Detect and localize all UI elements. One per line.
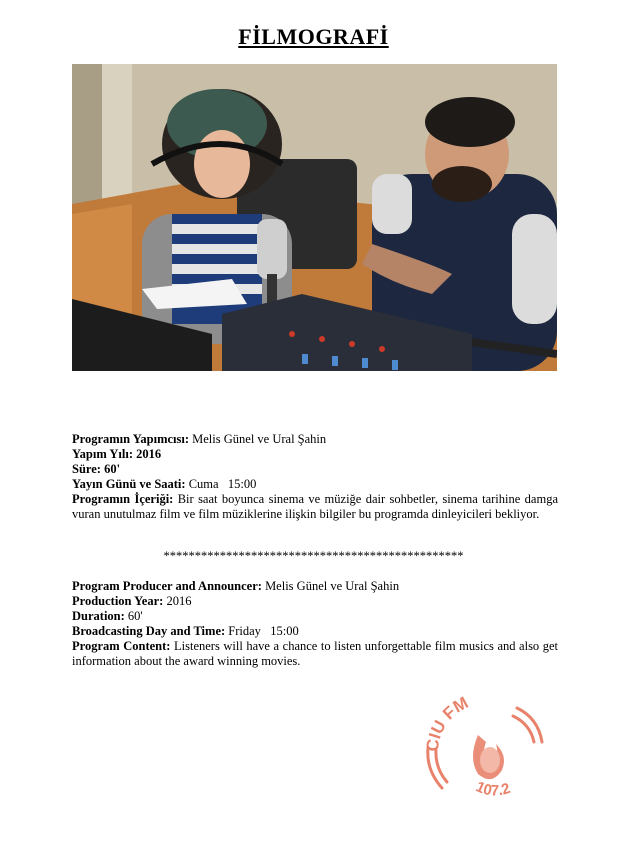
en-content-label: Program Content: bbox=[72, 639, 171, 653]
tr-producer-value: Melis Günel ve Ural Şahin bbox=[189, 432, 327, 446]
tr-content-line bbox=[72, 492, 558, 522]
en-duration-value: 60' bbox=[124, 609, 143, 623]
en-producer-label: Program Producer and Announcer: bbox=[72, 579, 262, 593]
en-year-line bbox=[72, 594, 558, 609]
turkish-program-info bbox=[72, 432, 558, 522]
tr-broadcast-value: Cuma 15:00 bbox=[185, 477, 257, 491]
en-producer-value: Melis Günel ve Ural Şahin bbox=[261, 579, 400, 593]
en-duration-line bbox=[72, 609, 558, 624]
tr-year-value: 2016 bbox=[133, 447, 162, 461]
tr-broadcast-label: Yayın Günü ve Saati: bbox=[72, 477, 186, 491]
tr-year-line bbox=[72, 447, 558, 462]
en-broadcast-label: Broadcasting Day and Time: bbox=[72, 624, 226, 638]
tr-year-label: Yapım Yılı: bbox=[72, 447, 133, 461]
tr-broadcast-line bbox=[72, 477, 558, 492]
section-separator: ************************************************ bbox=[163, 549, 464, 563]
en-broadcast-line bbox=[72, 624, 558, 639]
en-year-value: 2016 bbox=[163, 594, 192, 608]
radio-studio-photo bbox=[72, 64, 557, 371]
tr-content-value: Bir saat boyunca sinema ve müziğe dair sohbetler, sinema tarihine damga vuran unutulmaz film ve film müziklerine ilişkin bilgiler bu programda dinleyicileri bekliyor. bbox=[72, 492, 558, 521]
en-producer-line bbox=[72, 579, 558, 594]
page-title: FİLMOGRAFİ bbox=[238, 24, 389, 49]
en-duration-label: Duration: bbox=[72, 609, 125, 623]
english-program-info bbox=[72, 579, 558, 669]
tr-duration-label: Süre: bbox=[72, 462, 101, 476]
en-broadcast-value: Friday 15:00 bbox=[225, 624, 299, 638]
ciu-fm-logo bbox=[420, 690, 550, 802]
tr-producer-label: Programın Yapımcısı: bbox=[72, 432, 190, 446]
tr-producer-line bbox=[72, 432, 558, 447]
tr-duration-value: 60' bbox=[100, 462, 121, 476]
tr-duration-line bbox=[72, 462, 558, 477]
logo-bottom-text: 107.2 bbox=[473, 778, 513, 800]
logo-top-text: CIU FM bbox=[422, 693, 472, 753]
en-year-label: Production Year: bbox=[72, 594, 164, 608]
en-content-value: Listeners will have a chance to listen unforgettable film musics and also get information about the award winning movies. bbox=[72, 639, 559, 668]
tr-content-label: Programın İçeriği: bbox=[72, 492, 174, 506]
en-content-line bbox=[72, 639, 558, 669]
